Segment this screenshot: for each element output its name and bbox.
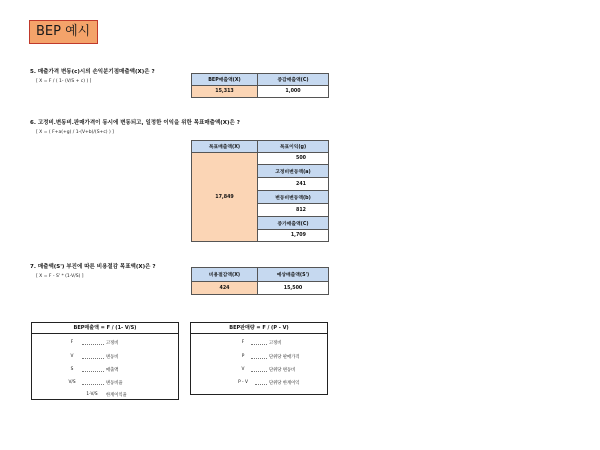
summary-left-desc: 변동비율 (106, 381, 123, 386)
section6-question: 6. 고정비.변동비.판매가격이 동시에 변동되고, 일정한 이익을 위한 목표매출액(X)은 ? (30, 120, 240, 126)
bep-sales-header: BEP매출액(X) (192, 74, 258, 86)
dotted-leader (255, 384, 267, 385)
summary-right-sym: F (241, 340, 245, 345)
section7-table (191, 267, 329, 295)
section7-formula: [ X = F - S' * (1-V/S) ] (36, 274, 84, 279)
increase-sales-header: 증가매출액(C) (258, 217, 329, 230)
summary-left-sym: V/S (68, 380, 76, 385)
expected-sales-value[interactable]: 15,500 (258, 282, 329, 295)
summary-right-desc: 단위당 변동비 (269, 368, 296, 373)
change-sales-value[interactable]: 1,000 (258, 86, 329, 98)
page-title: BEP 예시 (29, 20, 98, 44)
summary-left-desc: 한계이익율 (106, 393, 127, 398)
dotted-leader (82, 358, 104, 359)
summary-right-desc: 단위당 한계이익 (269, 381, 300, 386)
target-sales-value[interactable]: 17,849 (192, 153, 258, 242)
section5-question: 5. 매출가격 변동(c)시의 손익분기점매출액(X)은 ? (30, 69, 155, 75)
section7-question: 7. 매출액(S') 부진에 따른 비용절감 목표액(X)은 ? (30, 264, 156, 270)
increase-sales-value[interactable]: 1,709 (258, 230, 329, 242)
summary-right-sym: V (241, 367, 245, 372)
section6-table (191, 140, 329, 242)
variable-cost-change-header: 변동비변동액(b) (258, 191, 329, 204)
bep-sales-summary (31, 322, 179, 400)
dotted-leader (82, 371, 104, 372)
summary-left-sym: F (70, 340, 74, 345)
target-profit-header: 목표이익(g) (258, 141, 329, 153)
summary-left-desc: 고정비 (106, 341, 119, 346)
dotted-leader (82, 384, 104, 385)
section5-formula: [ X = F / ( 1- (V/S + c) ) ] (36, 79, 92, 84)
section6-formula: [ X = ( F+a(+g) / 1-(V+b)/(S+c) ) ] (36, 130, 114, 135)
section5-table (191, 73, 329, 98)
summary-right-desc: 고정비 (269, 341, 282, 346)
change-sales-header: 증감매출액(C) (258, 74, 329, 86)
summary-left-sym: V (70, 354, 74, 359)
cost-reduction-header: 비용절감액(X) (192, 268, 258, 282)
target-profit-value[interactable]: 500 (258, 153, 329, 165)
summary-left-sym: S (70, 367, 74, 372)
bep-sales-formula: BEP매출액 = F / (1- V/S) (32, 323, 178, 334)
fixed-cost-change-header: 고정비변동액(a) (258, 165, 329, 178)
summary-right-sym: P - V (238, 380, 248, 385)
summary-right-desc: 단위당 판매가격 (269, 355, 300, 360)
bep-volume-summary (190, 322, 328, 395)
dotted-leader (251, 344, 267, 345)
dotted-leader (251, 358, 267, 359)
variable-cost-change-value[interactable]: 812 (258, 204, 329, 217)
summary-right-sym: P (241, 354, 245, 359)
fixed-cost-change-value[interactable]: 241 (258, 178, 329, 191)
bep-sales-value[interactable]: 15,313 (192, 86, 258, 98)
dotted-leader (251, 371, 267, 372)
expected-sales-header: 예상매출액(S') (258, 268, 329, 282)
cost-reduction-value[interactable]: 424 (192, 282, 258, 295)
target-sales-header: 목표매출액(X) (192, 141, 258, 153)
dotted-leader (82, 344, 104, 345)
summary-left-sym: 1-V/S (86, 392, 98, 397)
summary-left-desc: 매출액 (106, 368, 119, 373)
bep-volume-formula: BEP판매량 = F / (P - V) (191, 323, 327, 334)
summary-left-desc: 변동비 (106, 355, 119, 360)
